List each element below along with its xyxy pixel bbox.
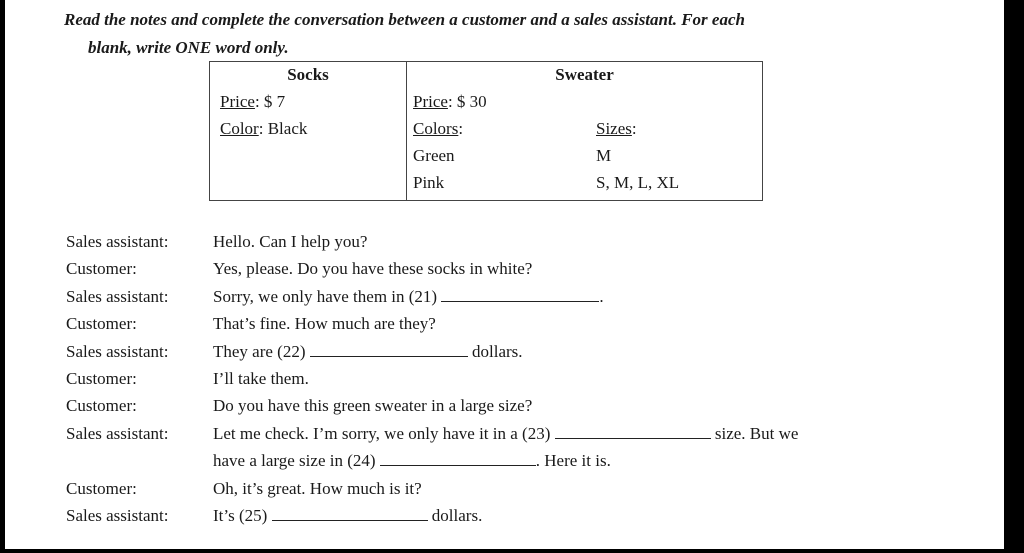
speaker: Customer:	[66, 396, 137, 416]
socks-color	[210, 115, 406, 142]
socks-color-label: Color	[220, 119, 259, 138]
sweater-cell	[407, 62, 763, 201]
answer-blank-25[interactable]	[272, 502, 428, 521]
line-text: Sorry, we only have them in (21) .	[213, 283, 604, 310]
answer-blank-23[interactable]	[555, 420, 711, 439]
socks-price-value: : $ 7	[254, 92, 286, 111]
speaker: Customer:	[66, 314, 137, 334]
bottom-border	[0, 549, 1024, 553]
speaker: Sales assistant:	[66, 423, 169, 443]
speaker: Sales assistant:	[66, 341, 169, 361]
instructions	[64, 6, 964, 62]
line-text: have a large size in (24) . Here it is.	[213, 447, 611, 474]
line-text: Yes, please. Do you have these socks in white?	[213, 259, 533, 279]
socks-price	[210, 88, 406, 115]
sweater-sizes-label: Sizes	[596, 119, 632, 138]
line-text: I’ll take them.	[213, 368, 309, 388]
line-text: That’s fine. How much are they?	[213, 314, 436, 334]
left-border	[0, 0, 5, 553]
instructions-line-2: blank, write ONE word only.	[88, 38, 289, 57]
speaker: Customer:	[66, 259, 137, 279]
line-text: Hello. Can I help you?	[213, 232, 368, 251]
socks-header: Socks	[287, 65, 329, 84]
line-text: They are (22) dollars.	[213, 338, 523, 365]
speaker: Sales assistant:	[66, 286, 169, 306]
sweater-price	[407, 88, 762, 115]
sweater-header: Sweater	[555, 65, 614, 84]
answer-blank-24[interactable]	[380, 447, 536, 466]
line-text: Oh, it’s great. How much is it?	[213, 478, 422, 498]
sweater-color: Pink	[413, 173, 445, 192]
answer-blank-21[interactable]	[441, 283, 599, 302]
sweater-sizes: M	[596, 146, 612, 165]
socks-cell	[210, 62, 407, 201]
speaker: Customer:	[66, 478, 137, 498]
sweater-color: Green	[413, 146, 455, 165]
sweater-row	[407, 142, 762, 169]
answer-blank-22[interactable]	[310, 338, 468, 357]
sweater-price-label: Price	[413, 92, 448, 111]
speaker: Customer:	[66, 368, 137, 388]
instructions-line-1: Read the notes and complete the conversation between a customer and a sales assistant. For each	[64, 10, 745, 29]
socks-price-label: Price	[220, 92, 255, 111]
sweater-colors-label: Colors	[413, 119, 459, 138]
line-text: Do you have this green sweater in a large size?	[213, 396, 533, 416]
sweater-row	[407, 169, 762, 196]
line-text: Let me check. I’m sorry, we only have it in a (23) size. But we	[213, 420, 798, 447]
socks-color-value: : Black	[258, 119, 308, 138]
speaker: Sales assistant:	[66, 505, 169, 525]
line-text: It’s (25) dollars.	[213, 502, 482, 529]
speaker: Sales assistant:	[66, 232, 169, 251]
sweater-labels-row: Colors: Sizes:	[413, 119, 637, 138]
right-border	[1004, 0, 1024, 553]
sweater-price-value: : $ 30	[447, 92, 487, 111]
notes-table	[209, 61, 763, 201]
sweater-sizes: S, M, L, XL	[596, 173, 680, 192]
